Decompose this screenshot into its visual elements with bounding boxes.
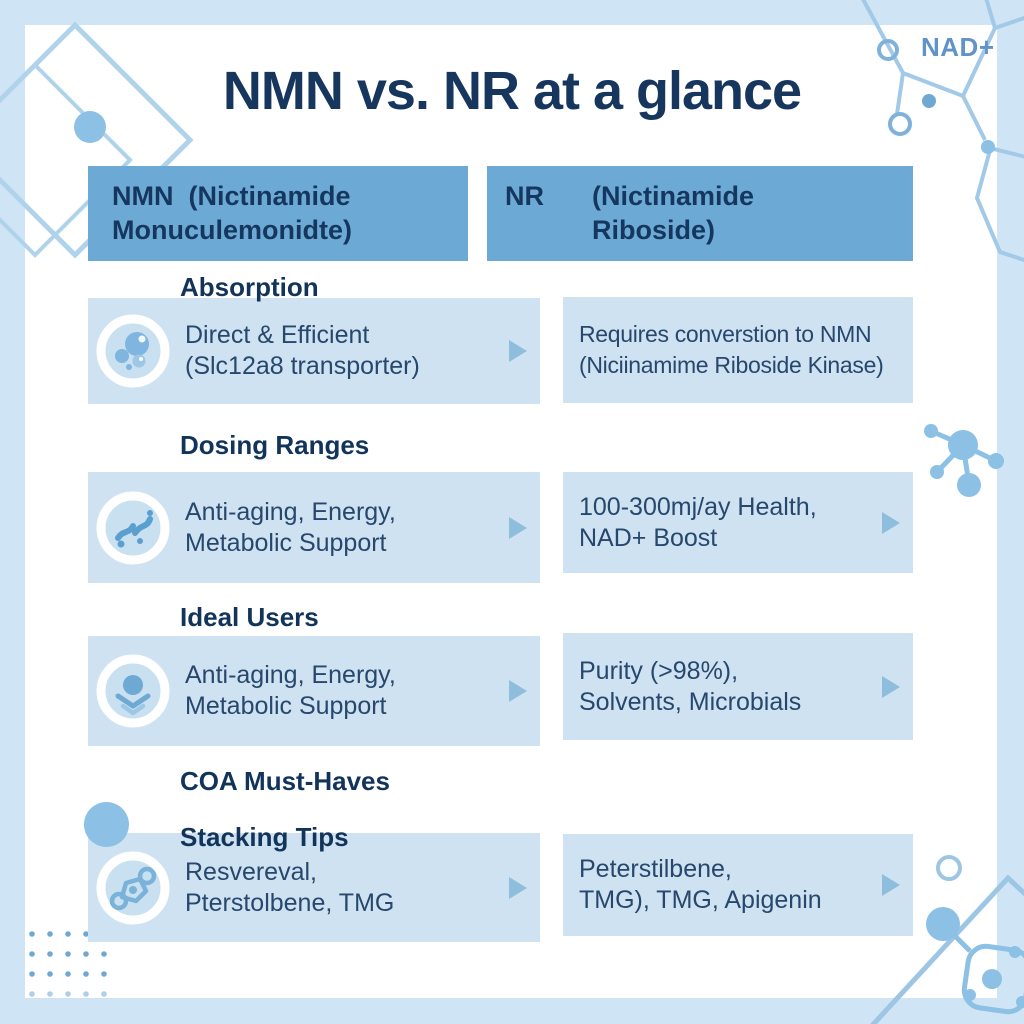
card-ideal-users-nmn bbox=[88, 636, 540, 746]
molecule-icon bbox=[96, 851, 170, 925]
circle-decor-icon bbox=[84, 802, 129, 847]
microbe-icon bbox=[96, 491, 170, 565]
card-text-line: Pterstolbene, TMG bbox=[185, 888, 395, 917]
card-text-line: Anti-aging, Energy, bbox=[185, 661, 396, 689]
row-heading-stacking: Stacking Tips bbox=[180, 822, 349, 852]
card-text-line: (Niciinamime Riboside Kinase) bbox=[579, 352, 884, 378]
card-text-line: (Slc12a8 transporter) bbox=[185, 352, 420, 380]
row-heading-dosing: Dosing Ranges bbox=[180, 430, 370, 460]
card-ideal-users-nr bbox=[563, 633, 913, 740]
arrow-right-icon bbox=[509, 680, 527, 702]
card-text-line: NAD+ Boost bbox=[579, 523, 718, 552]
nad-corner-label: NAD+ bbox=[921, 32, 995, 62]
header-col-nr bbox=[487, 166, 913, 261]
person-icon bbox=[96, 654, 170, 728]
card-text-line: Resvereval, bbox=[185, 857, 317, 886]
page-title: NMN vs. NR at a glance bbox=[222, 61, 802, 121]
card-text-line: Purity (>98%), bbox=[579, 656, 739, 685]
header-col-nr-line1: (Nictinamide bbox=[592, 181, 755, 211]
card-stacking-nr bbox=[563, 834, 913, 936]
card-text-line: TMG), TMG, Apigenin bbox=[579, 886, 822, 914]
arrow-right-icon bbox=[509, 517, 527, 539]
card-text-line: Direct & Efficient bbox=[185, 321, 370, 349]
header-col-nmn-line2: Monuculemonidte) bbox=[112, 215, 352, 245]
header-col-nmn bbox=[88, 166, 468, 261]
card-absorption-nr bbox=[563, 297, 913, 403]
arrow-right-icon bbox=[509, 877, 527, 899]
card-dosing-nr bbox=[563, 472, 913, 573]
card-text-line: Metabolic Support bbox=[185, 692, 387, 720]
cell-bubbles-icon bbox=[96, 314, 170, 388]
card-text-line: Solvents, Microbials bbox=[579, 687, 802, 716]
header-col-nmn-line1: NMN (Nictinamide bbox=[112, 181, 351, 211]
card-text-line: Anti-aging, Energy, bbox=[185, 497, 396, 526]
card-text-line: 100-300mj/ay Health, bbox=[579, 492, 817, 521]
arrow-right-icon bbox=[882, 676, 900, 698]
card-dosing-nmn bbox=[88, 472, 540, 583]
row-heading-ideal-users: Ideal Users bbox=[180, 602, 319, 632]
card-text-line: Peterstilbene, bbox=[579, 855, 732, 883]
arrow-right-icon bbox=[882, 512, 900, 534]
row-heading-coa: COA Must-Haves bbox=[180, 766, 390, 796]
arrow-right-icon bbox=[509, 340, 527, 362]
header-col-nr-abbr: NR bbox=[505, 181, 544, 211]
arrow-right-icon bbox=[882, 874, 900, 896]
header-col-nr-line2: Riboside) bbox=[592, 215, 716, 245]
row-heading-absorption: Absorption bbox=[180, 272, 319, 302]
card-text-line: Requires converstion to NMN bbox=[579, 321, 872, 347]
card-text-line: Metabolic Support bbox=[185, 528, 387, 557]
card-absorption-nmn bbox=[88, 298, 540, 404]
